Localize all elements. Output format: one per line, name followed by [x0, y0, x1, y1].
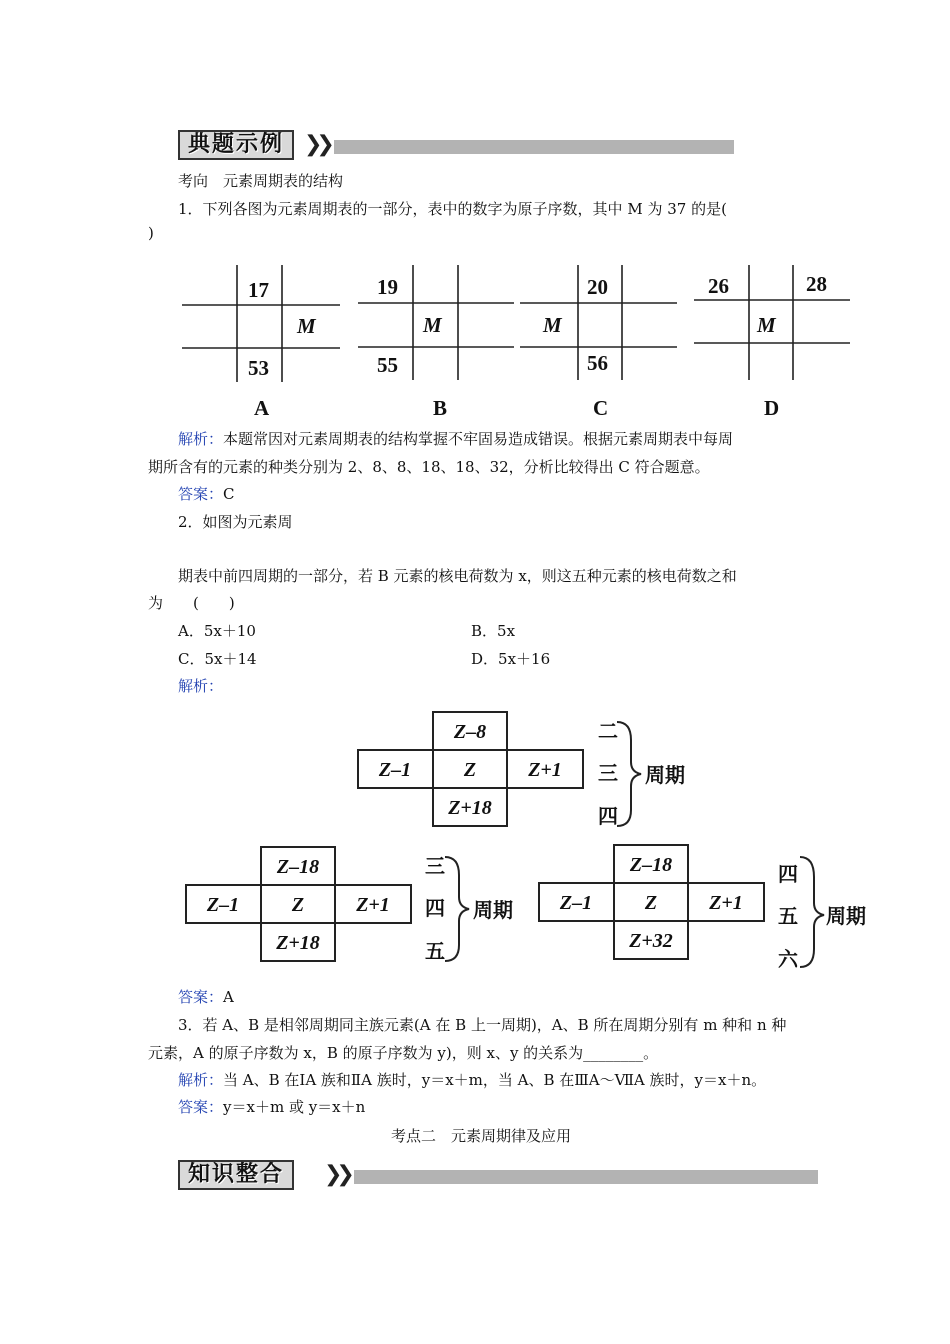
q1-analysis-line2: 期所含有的元素的种类分别为 2、8、8、18、18、32，分析比较得出 C 符合题意。: [148, 458, 710, 476]
c-bottom: 56: [587, 351, 608, 375]
d2-period-2: 四: [425, 898, 445, 920]
section2-title: 考点二 元素周期律及应用: [391, 1127, 572, 1145]
c-top: 20: [587, 275, 608, 299]
d1-period-3: 四: [598, 806, 618, 828]
d-top2: 28: [806, 272, 827, 296]
d2-period-label: 周期: [473, 900, 513, 922]
d1-right: Z+1: [528, 759, 562, 781]
q2-option-d: D．5x＋16: [471, 650, 551, 668]
d3-center: Z: [644, 892, 658, 914]
d3-top: Z–18: [629, 854, 673, 876]
q2-option-b: B．5x: [471, 622, 516, 640]
d1-period-1: 二: [598, 721, 618, 743]
q1-stem-line1: 1．下列各图为元素周期表的一部分，表中的数字为原子序数，其中 M 为 37 的是(: [178, 200, 727, 218]
q2-stem-line2: 期表中前四周期的一部分，若 B 元素的核电荷数为 x，则这五种元素的核电荷数之和: [178, 567, 737, 585]
b-m: M: [423, 313, 442, 337]
d-m: M: [757, 313, 776, 337]
analysis-label: 解析：: [178, 1071, 224, 1089]
d3-right: Z+1: [709, 892, 743, 914]
section-title: 考向 元素周期表的结构: [178, 172, 344, 190]
q1-answer-value: C: [223, 485, 235, 503]
q1-analysis-line1: 本题常因对元素周期表的结构掌握不牢固易造成错误。根据元素周期表中每周: [223, 430, 734, 448]
d-top: 26: [708, 274, 729, 298]
d3-bottom: Z+32: [629, 930, 673, 952]
d1-top: Z–8: [453, 721, 487, 743]
a-m: M: [297, 314, 316, 338]
d3-left: Z–1: [559, 892, 593, 914]
d3-period-3: 六: [778, 949, 798, 971]
q2-stem-line3: 为 ( ): [148, 594, 235, 612]
c-letter: C: [593, 396, 609, 420]
q3-stem-line2: 元素，A 的原子序数为 x，B 的原子序数为 y)，则 x、y 的关系为________。: [148, 1044, 659, 1062]
banner-examples: [178, 130, 734, 160]
b-bottom: 55: [377, 353, 398, 377]
d2-right: Z+1: [356, 894, 390, 916]
d3-period-1: 四: [778, 864, 798, 886]
answer-label: 答案：: [178, 1098, 224, 1116]
q2-stem-line1: 2．如图为元素周: [178, 513, 293, 531]
a-letter: A: [254, 396, 270, 420]
d2-period-3: 五: [425, 941, 445, 963]
q3-answer: [178, 1096, 365, 1117]
d2-center: Z: [291, 894, 305, 916]
d-letter: D: [764, 396, 780, 420]
chevron-icon: ❯❯: [304, 132, 329, 157]
banner-knowledge: [178, 1160, 818, 1190]
answer-label: 答案：: [178, 988, 224, 1006]
q2-answer: [178, 986, 234, 1007]
q3-stem-line1: 3．若 A、B 是相邻周期同主族元素(A 在 B 上一周期)，A、B 所在周期分别有 m 种和 n 种: [178, 1016, 787, 1034]
q3-analysis: [178, 1069, 766, 1090]
banner-bar: [354, 1170, 818, 1184]
q2-analysis-label: 解析：: [178, 677, 224, 695]
chevron-icon: ❯❯: [324, 1162, 349, 1187]
q3-analysis-text: 当 A、B 在ⅠA 族和ⅡA 族时，y＝x＋m，当 A、B 在ⅢA～ⅦA 族时，y＝x＋n。: [223, 1071, 767, 1089]
q3-answer-value: y＝x＋m 或 y＝x＋n: [223, 1098, 366, 1116]
d1-period-2: 三: [598, 763, 618, 785]
d2-period-1: 三: [425, 856, 445, 878]
d3-period-label: 周期: [826, 906, 866, 928]
d1-bottom: Z+18: [448, 797, 492, 819]
a-bottom: 53: [248, 356, 269, 380]
q2-option-c: C．5x＋14: [178, 650, 257, 668]
q2-option-a: A．5x＋10: [178, 622, 256, 640]
q1-figure: [0, 255, 950, 425]
q2-answer-value: A: [223, 988, 234, 1006]
d2-top: Z–18: [276, 856, 320, 878]
d1-center: Z: [463, 759, 477, 781]
answer-label: 答案：: [178, 485, 224, 503]
analysis-label: 解析：: [178, 430, 224, 448]
d1-period-label: 周期: [645, 765, 685, 787]
d3-period-2: 五: [778, 906, 798, 928]
c-m: M: [543, 313, 562, 337]
b-letter: B: [433, 396, 448, 420]
banner-label: 典题示例: [178, 130, 294, 160]
b-top: 19: [377, 275, 398, 299]
d1-left: Z–1: [378, 759, 412, 781]
q2-diagram-1: [355, 710, 705, 835]
q2-diagram-2: [183, 845, 533, 970]
banner-label: 知识整合: [178, 1160, 294, 1190]
a-top: 17: [248, 278, 269, 302]
d2-bottom: Z+18: [276, 932, 320, 954]
q2-diagram-3: [536, 843, 886, 973]
q1-analysis: [178, 428, 733, 449]
banner-bar: [334, 140, 734, 154]
q1-answer: [178, 483, 235, 504]
d2-left: Z–1: [206, 894, 240, 916]
q1-stem-line2: ): [148, 224, 154, 242]
